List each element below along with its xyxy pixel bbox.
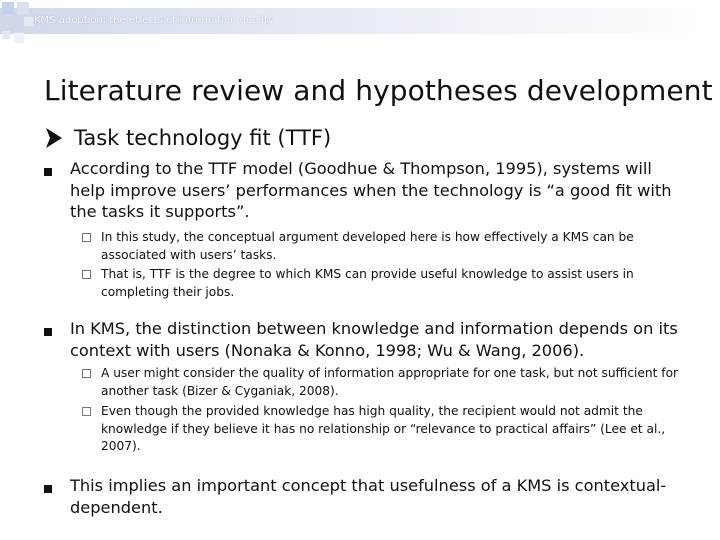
sub-bullet-text: In this study, the conceptual argument developed here is how effectively a KMS can be associated with users’ tasks.: [101, 230, 634, 262]
hollow-bullet-icon: [82, 369, 91, 378]
square-bullet-icon: [44, 485, 52, 493]
sub-bullet-text: Even though the provided knowledge has high quality, the recipient would not admit the knowledge if they believe it has no relationship or “relevance to practical affairs” (Lee et al., 2007).: [101, 404, 666, 453]
hollow-bullet-icon: [82, 233, 91, 242]
header-text: KMS adoption: the effects of information quality: [34, 15, 274, 26]
corner-decoration: [0, 0, 34, 60]
sub-bullet-text: A user might consider the quality of information appropriate for one task, but not sufficient for another task (Bizer & Cyganiak, 2008).: [101, 366, 679, 398]
hollow-bullet-icon: [82, 270, 91, 279]
bullet-text: This implies an important concept that usefulness of a KMS is contextual-dependent.: [70, 476, 667, 517]
hollow-bullet-icon: [82, 407, 91, 416]
sub-bullet-text: That is, TTF is the degree to which KMS can provide useful knowledge to assist users in completing their jobs.: [101, 267, 634, 299]
square-bullet-icon: [44, 328, 52, 336]
bullet-text: In KMS, the distinction between knowledge and information depends on its context with users (Nonaka & Konno, 1998; Wu & Wang, 2006).: [70, 319, 678, 360]
bullet-text: According to the TTF model (Goodhue & Thompson, 1995), systems will help improve users’ performances when the technology is “a good fit with the tasks it supports”.: [70, 159, 672, 221]
slide-title: Literature review and hypotheses development: [44, 74, 713, 107]
square-bullet-icon: [44, 168, 52, 176]
subtitle-row: [44, 123, 331, 153]
slide-subtitle: Task technology fit (TTF): [74, 126, 332, 150]
arrow-bullet-icon: [44, 127, 64, 149]
